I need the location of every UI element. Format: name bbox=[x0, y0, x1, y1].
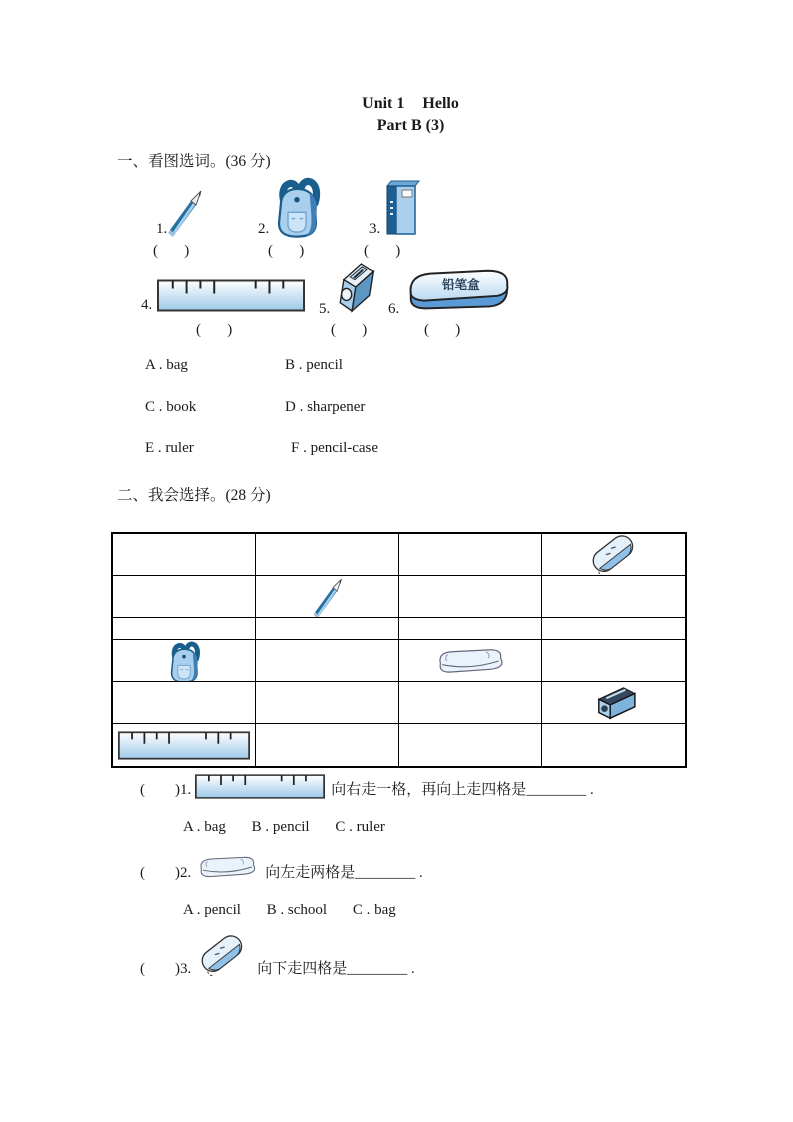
schoolbag-icon bbox=[165, 640, 203, 682]
grid-cell-r3c3 bbox=[399, 618, 542, 640]
question-1-option-c: C . ruler bbox=[335, 819, 385, 835]
grid-cell-r3c4 bbox=[542, 618, 685, 640]
title-unit: Unit 1 bbox=[362, 95, 405, 112]
sharpener-icon bbox=[331, 259, 377, 317]
item1-answer-slot: ( ) bbox=[153, 243, 190, 259]
grid-cell-r5c2 bbox=[256, 682, 399, 724]
grid-cell-r5c1 bbox=[113, 682, 256, 724]
question-2-text: 向左走两格是________ . bbox=[265, 865, 423, 881]
grid-cell-r2c1 bbox=[113, 576, 256, 618]
item4-number: 4. bbox=[141, 297, 153, 313]
grid-cell-r5c4 bbox=[542, 682, 685, 724]
pencil-case-icon bbox=[401, 264, 513, 318]
item6-answer-slot: ( ) bbox=[424, 322, 461, 338]
grid-cell-r4c2 bbox=[256, 640, 399, 682]
word-bank-option-d: D . sharpener bbox=[285, 399, 366, 415]
page-subtitle: Part B (3) bbox=[376, 117, 445, 134]
item5-number: 5. bbox=[319, 301, 331, 317]
question-1-text: 向右走一格，再向上走四格是________ . bbox=[331, 782, 594, 798]
word-bank-option-e: E . ruler bbox=[145, 440, 194, 456]
book-icon bbox=[382, 178, 422, 238]
grid-cell-r1c1 bbox=[113, 534, 256, 576]
eraser-icon bbox=[195, 932, 251, 978]
grid-cell-r1c4 bbox=[542, 534, 685, 576]
item6-number: 6. bbox=[388, 301, 400, 317]
ruler-icon bbox=[157, 279, 305, 312]
grid-cell-r4c4 bbox=[542, 640, 685, 682]
question-1 bbox=[140, 774, 594, 799]
pencil-icon bbox=[310, 576, 344, 618]
question-3 bbox=[140, 932, 415, 978]
question-2-option-c: C . bag bbox=[352, 902, 396, 918]
question-3-text: 向下走四格是________ . bbox=[257, 961, 415, 977]
item3-number: 3. bbox=[369, 221, 381, 237]
grid-cell-r2c4 bbox=[542, 576, 685, 618]
grid-cell-r6c1 bbox=[113, 724, 256, 766]
eraser-icon bbox=[588, 534, 640, 576]
pencil-case-icon bbox=[195, 852, 259, 882]
grid-cell-r6c4 bbox=[542, 724, 685, 766]
question-1-options bbox=[183, 819, 407, 836]
pencil-case-flat-icon bbox=[433, 645, 507, 677]
section2-heading: 二、我会选择。(28 分) bbox=[117, 487, 271, 504]
grid-cell-r5c3 bbox=[399, 682, 542, 724]
sharpener-icon bbox=[591, 684, 637, 722]
grid-cell-r1c2 bbox=[256, 534, 399, 576]
question-2-answer-slot: ( )2. bbox=[140, 865, 192, 881]
question-1-option-a: A . bag bbox=[183, 819, 226, 835]
word-bank-option-a: A . bag bbox=[145, 357, 188, 373]
question-2-options bbox=[183, 902, 418, 919]
word-bank-option-f: F . pencil-case bbox=[291, 440, 379, 456]
grid-cell-r4c1 bbox=[113, 640, 256, 682]
section1-heading: 一、看图选词。(36 分) bbox=[117, 153, 271, 170]
item1-number: 1. bbox=[156, 221, 168, 237]
pencil-icon bbox=[163, 186, 205, 238]
select-grid bbox=[111, 532, 687, 768]
ruler-icon bbox=[118, 731, 250, 760]
question-2 bbox=[140, 852, 423, 882]
item2-answer-slot: ( ) bbox=[268, 243, 305, 259]
ruler-icon bbox=[195, 774, 325, 799]
grid-cell-r2c2 bbox=[256, 576, 399, 618]
item2-number: 2. bbox=[258, 221, 270, 237]
question-3-answer-slot: ( )3. bbox=[140, 961, 192, 977]
grid-cell-r6c2 bbox=[256, 724, 399, 766]
item4-answer-slot: ( ) bbox=[196, 322, 233, 338]
item3-answer-slot: ( ) bbox=[364, 243, 401, 259]
schoolbag-icon bbox=[270, 172, 324, 240]
page-title bbox=[0, 95, 793, 113]
question-1-answer-slot: ( )1. bbox=[140, 782, 192, 798]
question-2-option-b: B . school bbox=[266, 902, 328, 918]
item5-answer-slot: ( ) bbox=[331, 322, 368, 338]
grid-cell-r3c2 bbox=[256, 618, 399, 640]
question-2-option-a: A . pencil bbox=[183, 902, 241, 918]
title-name: Hello bbox=[422, 95, 459, 112]
word-bank-option-c: C . book bbox=[145, 399, 197, 415]
grid-cell-r6c3 bbox=[399, 724, 542, 766]
grid-cell-r2c3 bbox=[399, 576, 542, 618]
word-bank-option-b: B . pencil bbox=[285, 357, 343, 373]
grid-cell-r3c1 bbox=[113, 618, 256, 640]
grid-cell-r4c3 bbox=[399, 640, 542, 682]
question-1-option-b: B . pencil bbox=[251, 819, 310, 835]
grid-cell-r1c3 bbox=[399, 534, 542, 576]
